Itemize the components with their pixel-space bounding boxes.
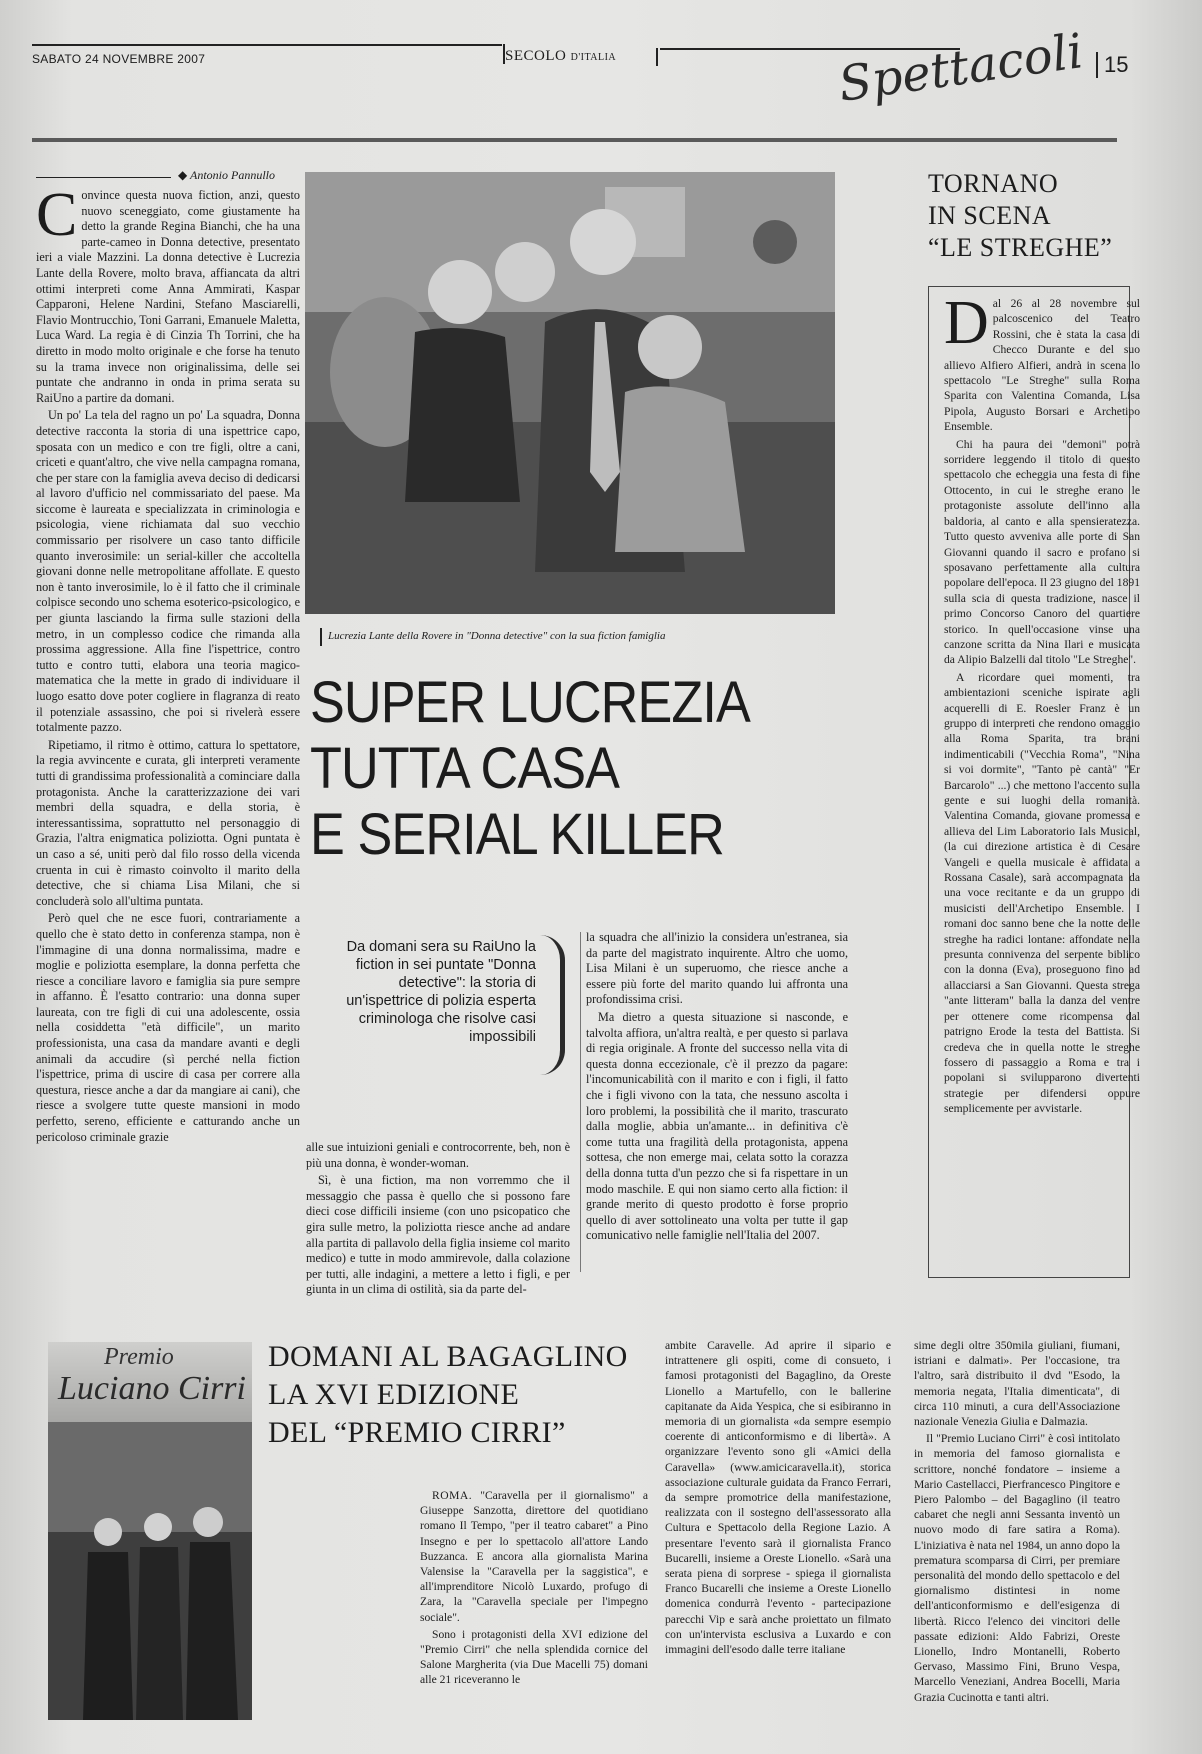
main-article-paragraph: Ma dietro a questa situazione si nasconde, e talvolta affiora, un'altra realtà, e per questo si parlava di regia originale. A fronte del successo nella vita di questa donna eccezionale, c'è il prezzo da pagare: l'incomunicabilità con il marito e con i figli, il fatto che i figli vivono con la tata, che nessuno ascolta i loro problemi, la possibilità che il marito, trascurato dalla moglie, abbia un'amante... in definitiva c'è come tutta una fragilità della protagonista, appena sottesa, che non emerge mai, celata sotto la corazza della donna tutta d'un pezzo che si fa rispettare in un modo maschile. E qui non siamo certo alla fiction: il grande merito di questo prodotto è forse proprio quello di aver sottolineato una volta per tutte il gap comunicativo nelle famiglie nell'Italia del 2007. xyxy=(586,1009,848,1243)
family-photo xyxy=(305,172,835,614)
byline-author: Antonio Pannullo xyxy=(190,168,276,182)
paragraph-text: "Caravella per il giornalismo" a Giuseppe Sanzotta, direttore del quotidiano romano Il Tempo, "per il teatro cabaret" a Pino Insegno e per lo spettacolo all'attore Lando Buzzanca. E ancora alla giornalista Marina Valensise la "Caravella per la saggistica", e all'imprenditore Nicolò Luxardo, profugo di Zara, la "Caravella speciale per l'impegno sociale". xyxy=(420,1489,648,1624)
header-rule-left xyxy=(32,44,502,46)
sidebar-paragraph xyxy=(944,289,1140,435)
sidebar-title-line: TORNANO xyxy=(928,169,1059,198)
sidebar-title-line: “LE STREGHE” xyxy=(928,233,1113,262)
headline-line: E SERIAL KILLER xyxy=(310,802,724,867)
headline-line: DOMANI AL BAGAGLINO xyxy=(268,1340,628,1373)
sidebar-text xyxy=(944,289,1140,1119)
publication-name: SECOLO xyxy=(505,48,567,64)
header-bottom-rule xyxy=(32,138,1117,142)
main-article-column-2 xyxy=(306,1140,570,1300)
sidebar-paragraph: Chi ha paura dei "demoni" potrà sorridere leggendo il titolo di questo spettacolo che echeggia una festa di fine Ottocento, in cui le streghe erano le protagoniste assolute dell'inno alla baldoria, al canto e alla spensieratezza. Tutto questo avveniva alle porte di San Giovanni quando il sacro e profano si sposavano perfettamente alla cultura popolare dell'epoca. Il 23 giugno del 1891 sulla scia di questa tradizione, nasce il primo Concorso Canoro del quartiere storico. In quell'occasione vinse una canzone scritta da Nina Ilari e musicata da Alipio Balzelli dal titolo "Le Streghe". xyxy=(944,437,1140,667)
dropcap: C xyxy=(36,181,78,249)
main-article-column-1 xyxy=(36,181,300,1147)
article-deck: Da domani sera su RaiUno la fiction in sei puntate "Donna detective": la storia di un'ispettrice di polizia esperta criminologa che risolve casi impossibili xyxy=(346,939,536,1045)
cirri-column-2 xyxy=(665,1338,891,1659)
byline-rule xyxy=(36,177,171,178)
sidebar-title-line: IN SCENA xyxy=(928,201,1052,230)
header-publication xyxy=(505,48,616,65)
cirri-column-1 xyxy=(420,1488,648,1690)
section-title: Spettacoli xyxy=(835,23,1087,113)
dropcap: D xyxy=(944,289,989,357)
main-article-column-3 xyxy=(586,930,848,1246)
cirri-paragraph: sime degli oltre 350mila giuliani, fiumani, istriani e dalmati». Per l'occasione, tra l'altro, sarà distribuito il dvd "Esodo, la memoria negata, l'Italia dimenticata", di circa 110 minuti, a cura dell'Associazione nazionale Venezia Giulia e Dalmazia. xyxy=(914,1339,1120,1429)
headline-line: TUTTA CASA xyxy=(310,736,620,801)
header-divider-right xyxy=(656,48,658,66)
byline: ◆ Antonio Pannullo xyxy=(178,168,276,182)
family-photo-illustration xyxy=(305,172,835,614)
column-divider xyxy=(580,932,581,1272)
photo-caption: Lucrezia Lante della Rovere in "Donna detective" con la sua fiction famiglia xyxy=(328,630,666,642)
main-headline xyxy=(310,670,796,868)
sidebar-paragraph: A ricordare quei momenti, tra ambientazioni sceniche ispirate agli acquerelli di E. Roesler Franz è un gruppo di interpreti che rendono omaggio alla Roma Sparita, tra brani indimenticabili ("Vecchia Roma", "Nina si voi dormite", "Tanto pè cantà" "Er Barcarolo" ...) che mettono l'accento sulla gente e sui luoghi della romanità. Valentina Comanda, giovane promessa e allieva del Lim Laboratorio Ials Musical, (la cui direzione artistica è di Cesare Vangeli e quella musicale è affidata a Rossana Casale), sarà accompagnata da una voce recitante e da un gruppo di musicisti dell'Archetipo Ensemble. I romani doc sanno bene che la notte delle streghe ha radici lontane: affondate nella presunta connivenza del serpente biblico con la donna (Eva), proseguono fino ad allacciarsi a San Giovanni. Questa strega "ante litteram" balla la danza del ventre per ottenere come ricompensa dal patrigno Erode la testa del Battista. Si credeva che in quella notte le streghe fossero di passaggio a Roma e tra i popolani si svilupparono divertenti strategie per difendersi oppure semplicemente per avvistarle. xyxy=(944,670,1140,1116)
caption-bar xyxy=(320,628,322,646)
cirri-paragraph: Il "Premio Luciano Cirri" è così intitolato in memoria del famoso giornalista e scrittore, nonché fondatore – insieme a Mario Castellacci, Pierfrancesco Pingitore e Piero Palombo – del Bagaglino (il teatro cabaret che negli anni Sessanta inventò un nuovo modo di fare satira a Roma). L'iniziativa è nata nel 1984, un anno dopo la prematura scomparsa di Cirri, per premiare personalità del mondo dello spettacolo e del giornalismo distintesi in nome dell'anticonformismo e dell'esigenza di libertà. Ricco l'elenco dei vincitori delle passate edizioni: Aldo Fabrizi, Oreste Lionello, Indro Montanelli, Roberto Gervaso, Massimo Fini, Bruno Vespa, Marcello Veneziani, Andrea Bocelli, Maria Grazia Cucinotta e tanti altri. xyxy=(914,1432,1120,1704)
cirri-banner-name: Luciano Cirri xyxy=(58,1370,246,1407)
headline-line: DEL “PREMIO CIRRI” xyxy=(268,1416,566,1449)
cirri-headline xyxy=(268,1338,628,1452)
deck-bracket xyxy=(540,935,565,1075)
main-article-paragraph: alle sue intuizioni geniali e controcorrente, beh, non è più una donna, è wonder-woman. xyxy=(306,1140,570,1170)
publication-suffix: D'ITALIA xyxy=(570,52,617,63)
main-article-paragraph: Ripetiamo, il ritmo è ottimo, cattura lo spettatore, la regia avvincente e curata, gli interpreti veramente tutti di grandissima professionalità a cominciare dalla protagonista. Anche la caratterizzazione dei vari membri della squadra, e della storia, è interessantissima, soprattutto nel personaggio di Grazia, l'altra enigmatica poliziotta. Ogni puntata è un caso a sé, uniti però dal filo rosso della vicenda cruenta in cui è rimasto coinvolto il marito della detective, che si chiama Lisa Milani, che si concluderà solo all'ultima puntata. xyxy=(36,737,300,908)
main-article-paragraph xyxy=(36,181,300,406)
cirri-paragraph: ambite Caravelle. Ad aprire il sipario e intrattenere gli ospiti, come di consueto, i famosi protagonisti del Bagaglino, da Oreste Lionello a Martufello, con le ballerine capitanate da Aida Yespica, che si esibiranno in memoria di un giornalista «da sempre esempio coerente di anticonformismo e di libertà». A organizzare l'evento sono gli «Amici della Caravella» (www.amicicaravella.it), storica associazione culturale guidata da Franco Ferrari, da sempre promotrice della manifestazione, realizzata con il sostegno dell'assessorato alla Cultura e Spettacolo della Regione Lazio. A presentare l'evento sarà il giornalista Franco Bucarelli, insieme a Oreste Lionello. «Sarà una serata piena di sorprese - spiega il giornalista Franco Bucarelli che insieme a Oreste Lionello domenica condurrà l'evento - partecipazione parecchi Vip e sarà anche proiettato un filmato con un'intervista esclusiva a Luxardo e con immagini dell'esodo dalle terre italiane xyxy=(665,1339,891,1657)
sidebar-title xyxy=(928,168,1112,264)
paragraph-text: al 26 al 28 novembre sul palcoscenico del Teatro Rossini, che è stata la casa di Checco Durante e del suo allievo Alfiero Alfieri, andrà in scena lo spettacolo "Le Streghe" sulla Roma Sparita con Valentina Comanda, Lisa Pipola, Augusto Borsari e Archetipo Ensemble. xyxy=(944,297,1140,434)
main-article-paragraph: Sì, è una fiction, ma non vorremmo che il messaggio che passa è quello che si possono fare dieci cose difficili insieme (con uno psicopatico che gira sulle metro, la poliziotta riesce anche ad andare alla partita di pallavolo della figlia insieme col marito medico) e tutte in modo ammirevole, dalla colazione per tutti, alle indagini, a mettere a letto i figli, e per giunta in un clima di ostilità, sia da parte del- xyxy=(306,1173,570,1297)
page-number: 15 xyxy=(1096,52,1128,78)
main-article-paragraph: Però quel che ne esce fuori, contrariamente a quello che è stato detto in conferenza stampa, non è l'immagine di una donna normalissima, madre e moglie e poliziotta esemplare, la donna perfetta che riesce a conciliare lavoro e famiglia sia pure sempre in affanno. È l'esatto contrario: una donna super laureata, con tre figli di cui una adolescente, ossia nella cosiddetta "età difficile", un marito professionista, una casa da mandare avanti e degli animali da accudire (sì perché nella fiction l'ispettrice, prima di uscire di casa per correre alla questura, riesce anche a dar da mangiare ai cani), che riesce a svolgere tutte queste mansioni in modo perfetto, sereno, efficiente e catturando anche un pericoloso criminale grazie xyxy=(36,911,300,1144)
main-article-paragraph: Un po' La tela del ragno un po' La squadra, Donna detective racconta la storia di una ispettrice capo, sposata con un medico e con tre figli, oltre a cani, criceti e quant'altro, che vive nella campagna romana, che per stare con la famiglia aveva deciso di dedicarsi al lavoro d'ufficio nel commissariato del paese. Ma siccome è laureata e specializzata in criminologia e psicologia, viene richiamata dal suo vecchio commissario per risolvere un caso tanto difficile quanto inverosimile: un serial-killer che accoltella giovani donne nelle metropolitane affollate. E questo non è tanto inverosimile, lo è il fatto che il criminale colpisce secondo uno schema esoterico-psicologico, e per giunta lasciando la firma sulle stazioni della metro, in un complesso codice che rimanda alla prossima aggressione. Alla fine l'ispettrice, contro tutto e contro tutti, elabora una teoria magico-matematica che la mette in grado di individuare il luogo esatto dove poter cogliere in flagranza di reato il potenziale assassino, che poi si rivelerà essere totalmente pazzo. xyxy=(36,408,300,735)
headline-line: LA XVI EDIZIONE xyxy=(268,1378,520,1411)
main-article-paragraph: la squadra che all'inizio la considera un'estranea, sia da parte del magistrato inquirente. Altro che uomo, Lisa Milani è un superuomo, che riesce anche a essere più forte del marito quando lui affronta una profondissima crisi. xyxy=(586,930,848,1007)
cirri-paragraph xyxy=(420,1488,648,1625)
header-date: SABATO 24 NOVEMBRE 2007 xyxy=(32,52,206,66)
paragraph-text: onvince questa nuova fiction, anzi, questo nuovo sceneggiato, come giustamente ha detto la grande Regina Bianchi, che ha una parte-cameo in Donna detective, presentato ieri a viale Mazzini. La donna detective è Lucrezia Lante della Rovere, molto brava, affiancata da altri ottimi interpreti come Anna Ammirati, Kaspar Capparoni, Helene Nardini, Stefano Masciarelli, Flavio Montrucchio, Toni Garrani, Emanuele Maletta, Luca Ward. La regia è di Cinzia Th Torrini, che ha diretto in modo molto originale e che forse ha tenuto su la trama invece non originalissima, delle sei puntate che andranno in onda in prima serata su RaiUno a partire da domani. xyxy=(36,188,300,405)
cirri-column-3 xyxy=(914,1338,1120,1707)
dateline: ROMA. xyxy=(432,1489,473,1502)
headline-line: SUPER LUCREZIA xyxy=(310,670,750,735)
cirri-banner-premio: Premio xyxy=(104,1344,174,1370)
cirri-paragraph: Sono i protagonisti della XVI edizione del "Premio Cirri" che nella splendida cornice del Salone Margherita (via Due Macelli 75) domani alle 21 riceveranno le xyxy=(420,1627,648,1687)
